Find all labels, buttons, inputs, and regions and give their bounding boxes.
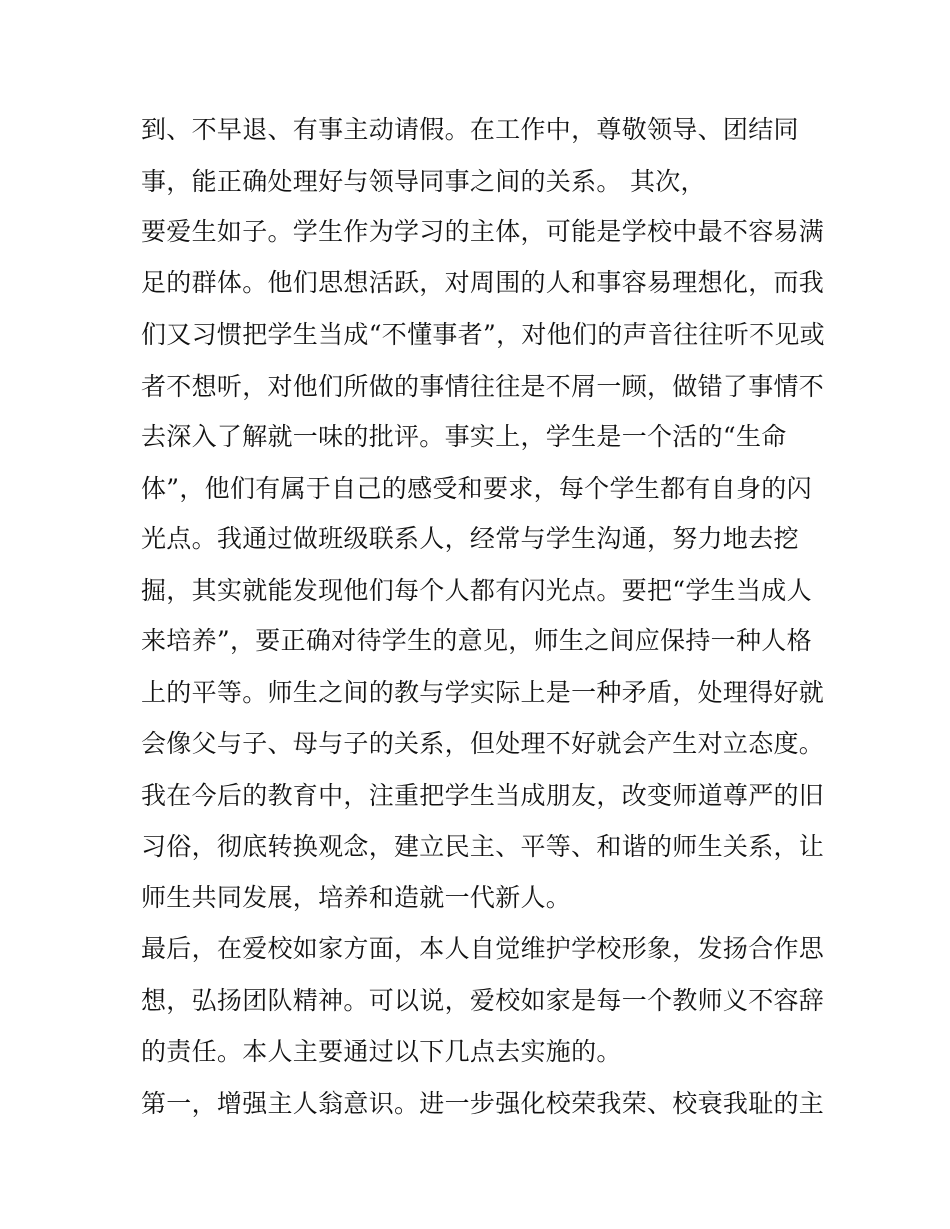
- text-line: 要爱生如子。学生作为学习的主体，可能是学校中最不容易满: [141, 217, 825, 246]
- text-line: 者不想听，对他们所做的事情往往是不屑一顾，做错了事情不: [141, 372, 825, 401]
- text-line: 第一，增强主人翁意识。进一步强化校荣我荣、校衰我耻的主: [141, 1089, 825, 1118]
- text-line: 事，能正确处理好与领导同事之间的关系。 其次，: [141, 167, 706, 196]
- text-line: 想，弘扬团队精神。可以说，爱校如家是每一个教师义不容辞: [141, 986, 825, 1015]
- text-line: 来培养”，要正确对待学生的意见，师生之间应保持一种人格: [141, 626, 812, 655]
- text-line: 体”，他们有属于自己的感受和要求，每个学生都有自身的闪: [141, 474, 812, 503]
- text-line: 的责任。本人主要通过以下几点去实施的。: [141, 1037, 622, 1066]
- text-line: 我在今后的教育中，注重把学生当成朋友，改变师道尊严的旧: [141, 781, 825, 810]
- text-line: 们又习惯把学生当成“不懂事者”，对他们的声音往往听不见或: [141, 320, 825, 349]
- text-line: 习俗，彻底转换观念，建立民主、平等、和谐的师生关系，让: [141, 832, 825, 861]
- text-line: 掘，其实就能发现他们每个人都有闪光点。要把“学生当成人: [141, 576, 812, 605]
- text-line: 上的平等。师生之间的教与学实际上是一种矛盾，处理得好就: [141, 678, 825, 707]
- text-line: 师生共同发展，培养和造就一代新人。: [141, 883, 572, 912]
- text-line: 光点。我通过做班级联系人，经常与学生沟通，努力地去挖: [141, 524, 799, 553]
- text-line: 去深入了解就一味的批评。事实上，学生是一个活的“生命: [141, 422, 787, 451]
- text-line: 最后，在爱校如家方面，本人自觉维护学校形象，发扬合作思: [141, 934, 825, 963]
- text-line: 到、不早退、有事主动请假。在工作中，尊敬领导、团结同: [141, 115, 799, 144]
- text-line: 足的群体。他们思想活跃，对周围的人和事容易理想化，而我: [141, 268, 825, 297]
- text-line: 会像父与子、母与子的关系，但处理不好就会产生对立态度。: [141, 729, 825, 758]
